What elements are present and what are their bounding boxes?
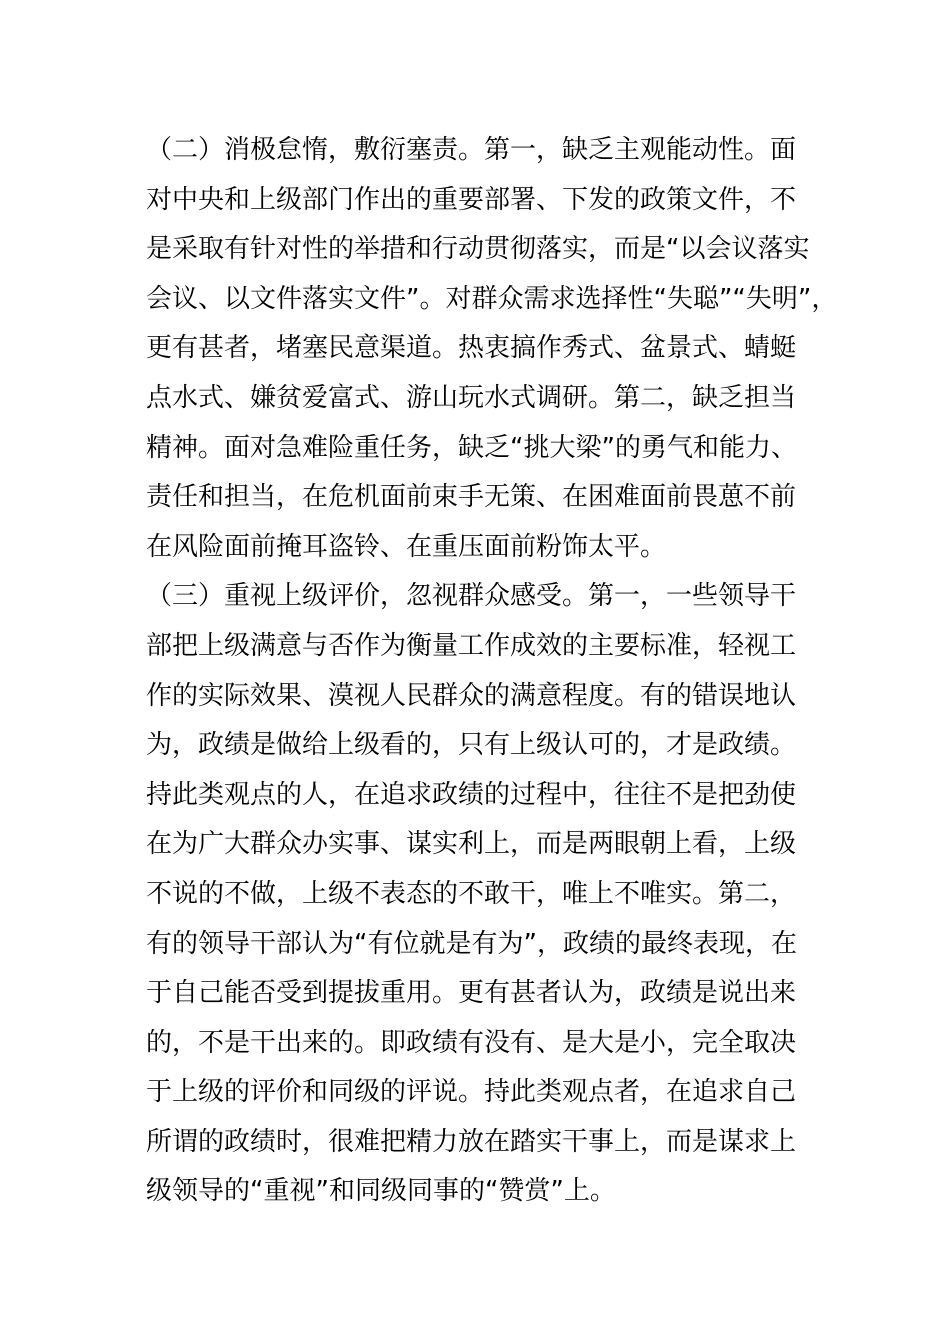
text-line: 对中央和上级部门作出的重要部署、下发的政策文件，不 [146, 184, 797, 215]
text-line: 级领导的“重视”和同级同事的“赞赏”上。 [146, 1176, 616, 1207]
text-line: 在风险面前掩耳盗铃、在重压面前粉饰太平。 [146, 531, 667, 562]
text-line: 于上级的评价和同级的评说。持此类观点者，在追求自己 [146, 1077, 797, 1108]
text-line: 于自己能否受到提拔重用。更有甚者认为，政绩是说出来 [146, 978, 797, 1009]
text-line: 点水式、嫌贫爱富式、游山玩水式调研。第二，缺乏担当 [146, 382, 797, 413]
text-line: 持此类观点的人，在追求政绩的过程中，往往不是把劲使 [146, 779, 797, 810]
document-body [146, 126, 838, 1217]
text-line: 作的实际效果、漠视人民群众的满意程度。有的错误地认 [146, 680, 797, 711]
text-line: 不说的不做，上级不表态的不敢干，唯上不唯实。第二， [146, 878, 797, 909]
text-line: 会议、以文件落实文件”。对群众需求选择性“失聪”“失明”， [146, 283, 838, 314]
text-line: 为，政绩是做给上级看的，只有上级认可的，才是政绩。 [146, 730, 797, 761]
text-line: （三）重视上级评价，忽视群众感受。第一，一些领导干 [146, 581, 797, 612]
text-line: 在为广大群众办实事、谋实利上，而是两眼朝上看，上级 [146, 829, 797, 860]
text-line: （二）消极怠惰，敷衍塞责。第一，缺乏主观能动性。面 [146, 135, 797, 165]
text-line: 是采取有针对性的举措和行动贯彻落实，而是“以会议落实 [146, 234, 810, 265]
text-line: 精神。面对急难险重任务，缺乏“挑大梁”的勇气和能力、 [146, 432, 797, 463]
text-line: 的，不是干出来的。即政绩有没有、是大是小，完全取决 [146, 1027, 797, 1058]
text-line: 更有甚者，堵塞民意渠道。热衷搞作秀式、盆景式、蜻蜓 [146, 333, 797, 364]
text-line: 所谓的政绩时，很难把精力放在踏实干事上，而是谋求上 [146, 1126, 797, 1157]
text-line: 有的领导干部认为“有位就是有为”，政绩的最终表现，在 [146, 928, 797, 959]
text-line: 部把上级满意与否作为衡量工作成效的主要标准，轻视工 [146, 630, 797, 661]
text-line: 责任和担当，在危机面前束手无策、在困难面前畏葸不前 [146, 482, 797, 513]
